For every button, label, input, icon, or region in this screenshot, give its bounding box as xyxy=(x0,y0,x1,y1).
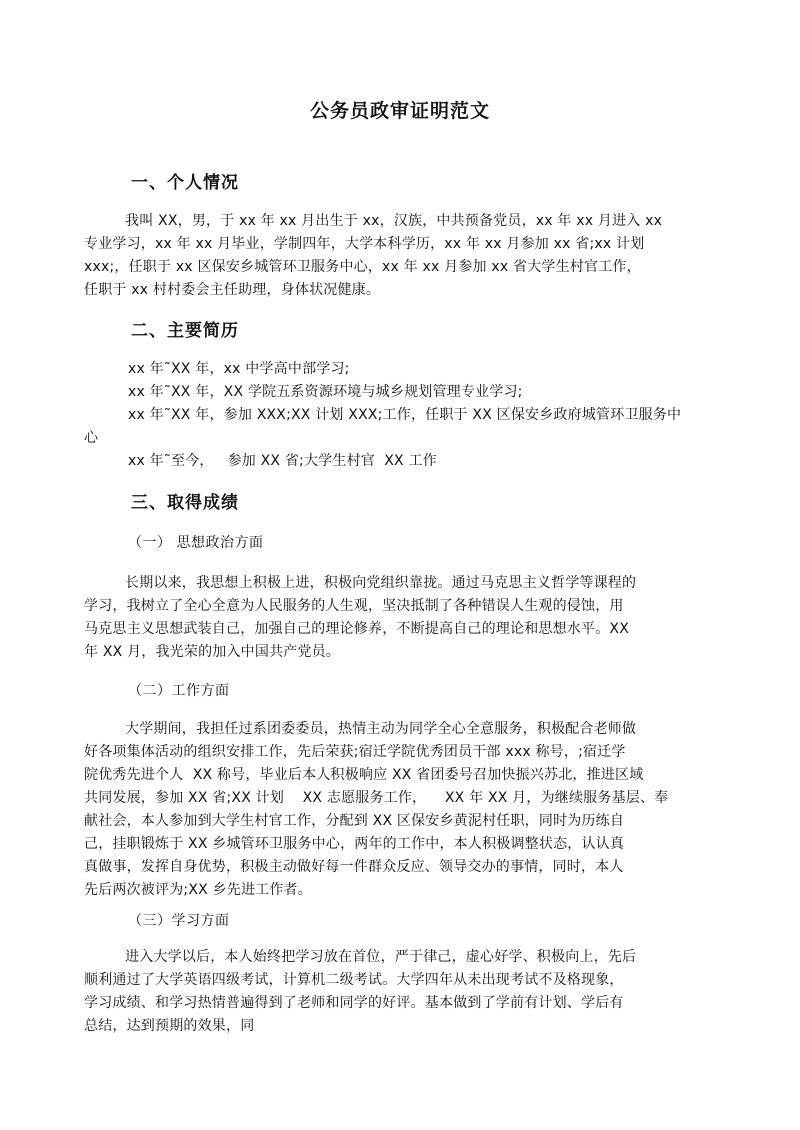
personal-info-paragraph xyxy=(84,210,714,302)
resume-item: xx 年˜XX 年，参加 XXX;XX 计划 XXX;工作，任职于 XX 区保安乡政府城管环卫服务中 xyxy=(128,407,682,423)
political-paragraph xyxy=(84,572,714,664)
paragraph-line: 己，挂职锻炼于 XX 乡城管环卫服务中心，两年的工作中，本人积极调整状态，认认真 xyxy=(84,836,625,852)
paragraph-line: 好各项集体活动的组织安排工作，先后荣获;宿迁学院优秀团员干部 xxx 称号，;宿迁学 xyxy=(84,744,626,760)
resume-list xyxy=(84,358,714,473)
study-paragraph xyxy=(84,946,714,1038)
paragraph-line: xxx;，任职于 xx 区保安乡城管环卫服务中心，xx 年 xx 月参加 xx 省大学生村官工作， xyxy=(84,259,641,275)
paragraph-line: 总结，达到预期的效果，同 xyxy=(84,1018,255,1034)
subsection-title-study: （三）学习方面 xyxy=(128,913,230,929)
paragraph-line: 学习，我树立了全心全意为人民服务的人生观，坚决抵制了各种错误人生观的侵蚀，用 xyxy=(84,598,624,614)
subsection-title-work: （二）工作方面 xyxy=(128,683,230,699)
subsection-title-political: （一） 思想政治方面 xyxy=(128,535,264,551)
resume-item: xx 年˜XX 年，XX 学院五系资源环境与城乡规划管理专业学习; xyxy=(128,384,523,400)
section-heading-achievements: 三、取得成绩 xyxy=(131,493,239,513)
paragraph-line: 大学期间，我担任过系团委委员，热情主动为同学全心全意服务，积极配合老师做 xyxy=(125,721,637,737)
paragraph-line: 献社会，本人参加到大学生村官工作，分配到 XX 区保安乡黄泥村任职，同时为历练自 xyxy=(84,813,625,829)
paragraph-line: 真做事，发挥自身优势，积极主动做好每一件群众反应、领导交办的事情，同时，本人 xyxy=(84,859,624,875)
paragraph-line: 共同发展，参加 XX 省;XX 计划 XX 志愿服务工作， XX 年 XX 月，为继续服务基层、奉 xyxy=(84,790,669,806)
work-paragraph xyxy=(84,718,714,902)
paragraph-line: 长期以来，我思想上积极上进，积极向党组织靠拢。通过马克思主义哲学等课程的 xyxy=(125,575,637,591)
paragraph-line: 学习成绩、和学习热情普遍得到了老师和同学的好评。基本做到了学前有计划、学后有 xyxy=(84,995,624,1011)
section-heading-personal-info: 一、个人情况 xyxy=(131,173,239,193)
paragraph-line: 年 XX 月，我光荣的加入中国共产党员。 xyxy=(84,644,341,660)
paragraph-line: 任职于 xx 村村委会主任助理，身体状况健康。 xyxy=(84,282,381,298)
paragraph-line: 先后两次被评为;XX 乡先进工作者。 xyxy=(84,882,312,898)
resume-item: xx 年˜至今， 参加 XX 省;大学生村官 XX 工作 xyxy=(128,453,437,469)
section-heading-resume: 二、主要简历 xyxy=(131,321,239,341)
paragraph-line: 马克思主义思想武装自己，加强自己的理论修养，不断提高自己的理论和思想水平。XX xyxy=(84,621,629,637)
paragraph-line: 进入大学以后，本人始终把学习放在首位，严于律己，虚心好学、积极向上，先后 xyxy=(125,949,637,965)
paragraph-line: 我叫 XX，男，于 xx 年 xx 月出生于 xx，汉族，中共预备党员，xx 年 xx 月进入 xx xyxy=(125,213,663,229)
paragraph-line: 专业学习，xx 年 xx 月毕业，学制四年，大学本科学历，xx 年 xx 月参加 xx 省;xx 计划 xyxy=(84,236,645,252)
resume-item: xx 年˜XX 年，xx 中学高中部学习; xyxy=(128,361,350,377)
resume-item-continuation: 心 xyxy=(84,430,99,446)
paragraph-line: 院优秀先进个人 XX 称号，毕业后本人积极响应 XX 省团委号召加快振兴苏北，推进区域 xyxy=(84,767,644,783)
document-title: 公务员政审证明范文 xyxy=(309,100,490,122)
paragraph-line: 顺利通过了大学英语四级考试，计算机二级考试。大学四年从未出现考试不及格现象， xyxy=(84,972,624,988)
